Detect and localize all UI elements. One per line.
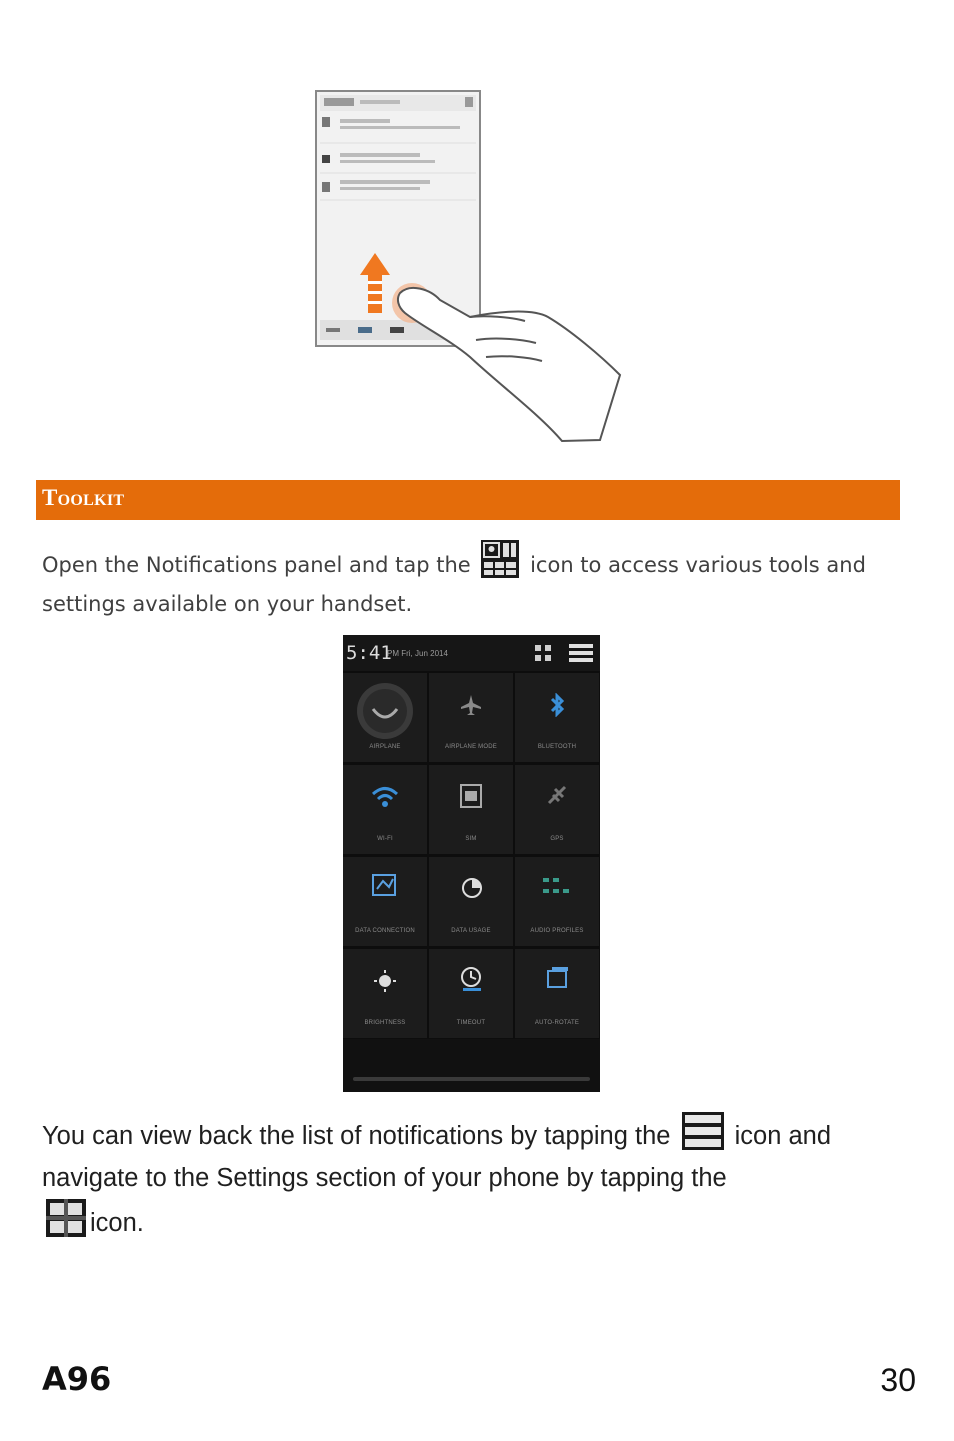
screenshot-status-bar — [343, 635, 600, 671]
intro-text-after: icon to access various tools and settings available on your handset. — [42, 553, 866, 616]
body-paragraph — [42, 1112, 882, 1244]
tile-label: SIM — [465, 836, 477, 842]
data-usage-icon — [461, 877, 483, 899]
footer-page-number: 30 — [880, 1362, 916, 1398]
toolkit-icon — [481, 540, 519, 578]
tile-timeout[interactable] — [429, 949, 513, 1038]
timeout-icon — [459, 965, 485, 993]
gps-icon — [545, 783, 569, 809]
footer-model: A96 — [42, 1360, 112, 1398]
tile-label: BLUETOOTH — [537, 744, 577, 750]
tile-data-usage[interactable] — [429, 857, 513, 946]
brightness-icon — [373, 969, 397, 993]
section-banner — [36, 480, 900, 520]
tile-brightness[interactable] — [343, 949, 427, 1038]
screenshot-bottom-bar — [343, 1039, 600, 1092]
tile-label: DATA USAGE — [451, 928, 491, 934]
tile-gps[interactable] — [515, 765, 599, 854]
notification-list-icon — [682, 1112, 724, 1150]
tile-data-connection[interactable] — [343, 857, 427, 946]
bluetooth-icon — [547, 693, 567, 717]
tile-audio-profiles[interactable] — [515, 857, 599, 946]
intro-text-before: Open the Notifications panel and tap the — [42, 553, 471, 577]
tile-airplane[interactable] — [429, 673, 513, 762]
body-text-3: icon. — [90, 1209, 144, 1237]
wifi-icon — [371, 785, 399, 809]
tile-auto-rotate[interactable] — [515, 949, 599, 1038]
swipe-up-illustration — [300, 85, 640, 450]
tile-profile[interactable] — [343, 673, 427, 762]
tile-label: GPS — [550, 836, 564, 842]
toolkit-screenshot — [343, 635, 600, 1092]
tile-sim[interactable] — [429, 765, 513, 854]
body-text-2: icon and navigate to the Settings section of your phone by tapping the — [42, 1122, 832, 1192]
avatar-icon — [355, 681, 415, 741]
tile-label: AIRPLANE — [369, 744, 401, 750]
settings-grid-icon — [46, 1199, 86, 1237]
data-icon — [371, 873, 399, 899]
intro-paragraph — [42, 540, 882, 624]
tile-label: BRIGHTNESS — [364, 1020, 406, 1026]
section-title: Toolkit — [42, 485, 125, 510]
screenshot-time: 5:41 — [346, 642, 392, 664]
tile-wifi[interactable] — [343, 765, 427, 854]
sim-icon — [459, 783, 483, 809]
tile-bluetooth[interactable] — [515, 673, 599, 762]
toolkit-grid — [343, 673, 600, 1039]
auto-rotate-icon — [545, 965, 571, 991]
airplane-icon — [459, 693, 483, 717]
settings-grid-icon — [533, 643, 553, 663]
tile-label: AIRPLANE MODE — [445, 744, 497, 750]
tile-label: DATA CONNECTION — [355, 928, 415, 934]
notification-list-icon — [569, 643, 593, 663]
tile-label: AUDIO PROFILES — [530, 928, 584, 934]
tile-label: TIMEOUT — [456, 1020, 486, 1026]
screenshot-handle — [353, 1077, 590, 1081]
tile-label: AUTO-ROTATE — [534, 1020, 580, 1026]
screenshot-date: PM Fri, Jun 2014 — [387, 649, 448, 658]
body-text-1: You can view back the list of notifications by tapping the — [42, 1122, 671, 1150]
tile-label: WI-FI — [377, 836, 393, 842]
audio-profiles-icon — [541, 875, 573, 899]
